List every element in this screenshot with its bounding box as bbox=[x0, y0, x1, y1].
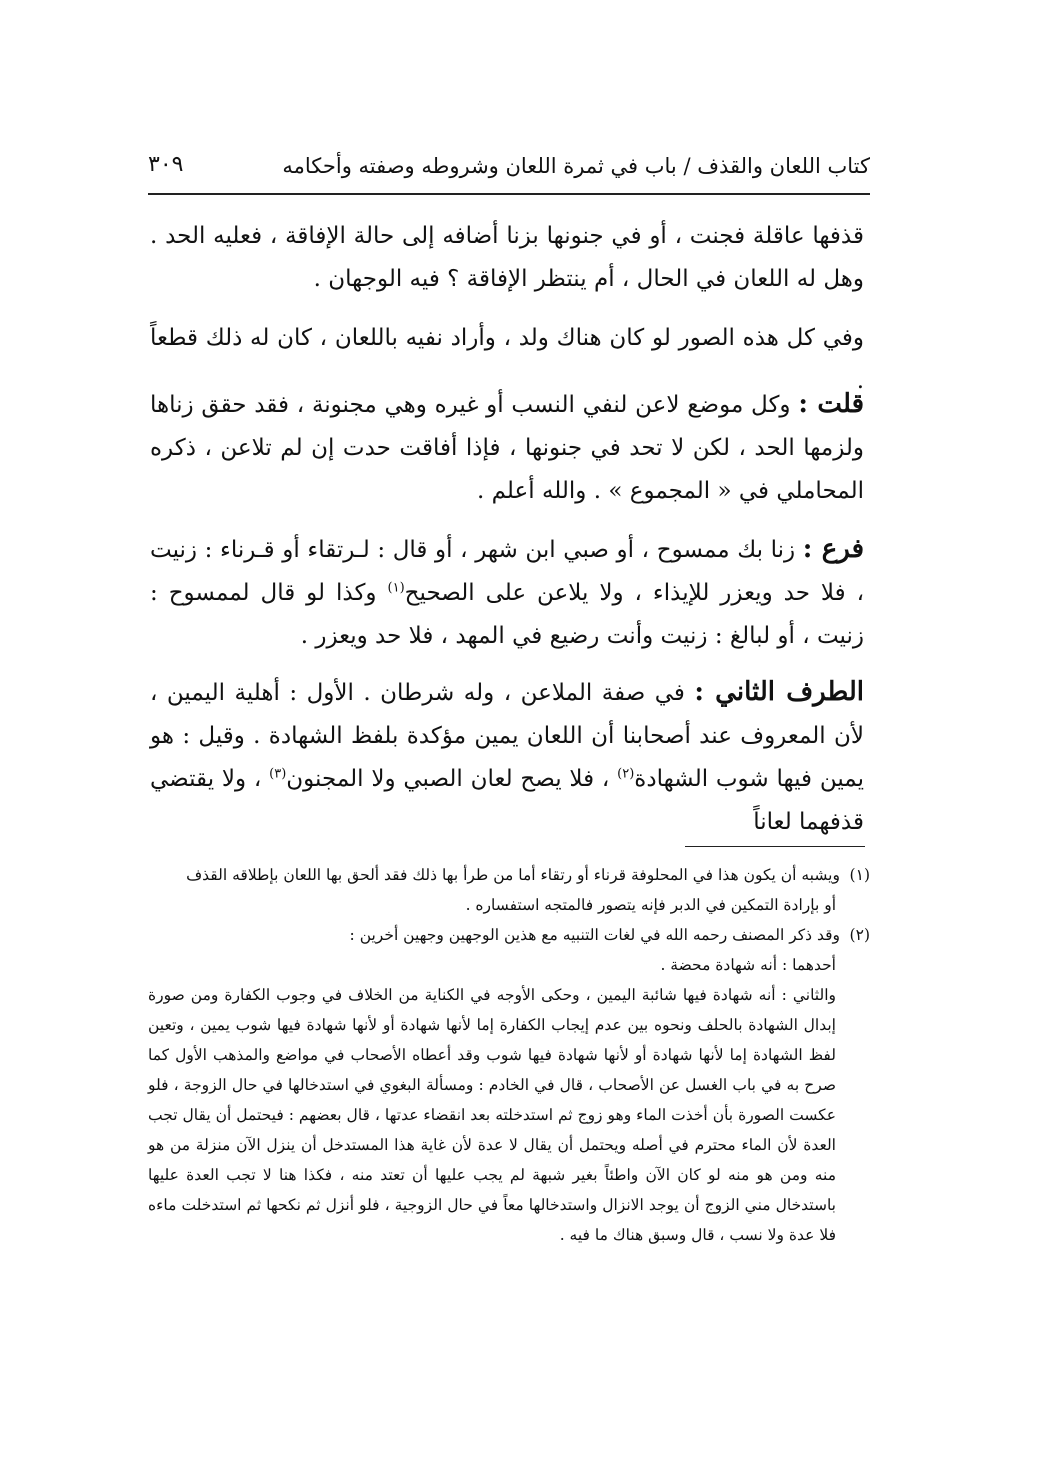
paragraph-4-body-b: وكذا لو قال لممسوح : زنيت ، أو لبالغ : زنيت وأنت رضيع في المهد ، فلا حد ويعزر . bbox=[150, 580, 864, 649]
paragraph-5 bbox=[150, 671, 864, 844]
paragraph-5-body-c: ، ولا يقتضي قذفهما لعاناً bbox=[150, 766, 864, 835]
paragraph-3-lead: قلت : bbox=[798, 389, 864, 419]
paragraph-4-lead: فرع : bbox=[802, 534, 864, 564]
footnotes bbox=[148, 860, 870, 1250]
header-divider bbox=[148, 193, 870, 195]
paragraph-4-body-a: زنا بك ممسوح ، أو صبي ابن شهر ، أو قال : لـرتقاء أو قـرناء : زنيت ، فلا حد ويعزر للإيذاء ، ولا يلاعن على الصحيح bbox=[150, 537, 864, 606]
paragraph-5-body-a: في صفة الملاعن ، وله شرطان . الأول : أهلية اليمين ، لأن المعروف عند أصحابنا أن اللعان يمين مؤكدة بلفظ الشهادة . وقيل : هو يمين فيها شوب الشهادة bbox=[150, 680, 864, 792]
footnote-2-text-a: وقد ذكر المصنف رحمه الله في لغات التنبيه مع هذين الوجهين وجهين أخرين : bbox=[349, 926, 840, 944]
footnote-ref-1: (١) bbox=[387, 580, 405, 596]
footnote-1-text-a: ويشبه أن يكون هذا في المحلوفة قرناء أو رتقاء أما من طرأ بها ذلك فقد ألحق بها اللعان بإطلاقه القذف bbox=[186, 866, 840, 884]
paragraph-2: وفي كل هذه الصور لو كان هناك ولد ، وأراد نفيه باللعان ، كان له ذلك قطعاً . bbox=[150, 325, 864, 394]
header-title: كتاب اللعان والقذف / باب في ثمرة اللعان وشروطه وصفته وأحكامه bbox=[282, 154, 870, 178]
paragraph-5-lead: الطرف الثاني : bbox=[694, 677, 864, 707]
paragraph-5-body-b: ، فلا يصح لعان الصبي ولا المجنون bbox=[286, 766, 618, 792]
footnote-divider bbox=[685, 846, 865, 847]
footnote-1-number: (١) bbox=[849, 866, 870, 884]
footnote-ref-2: (٢) bbox=[617, 766, 635, 782]
running-header bbox=[148, 150, 870, 190]
paragraph-4 bbox=[150, 528, 864, 658]
footnote-2-number: (٢) bbox=[849, 926, 870, 944]
paragraph-1: قذفها عاقلة فجنت ، أو في جنونها بزنا أضافه إلى حالة الإفاقة ، فعليه الحد . وهل له اللعان في الحال ، أم ينتظر الإفاقة ؟ فيه الوجهان . bbox=[150, 223, 864, 292]
footnote-1-cont: أو بإرادة التمكين في الدبر فإنه يتصور فالمتجه استفساره . bbox=[465, 896, 836, 914]
footnote-1 bbox=[148, 860, 870, 890]
footnote-2-first: أحدهما : أنه شهادة محضة . bbox=[660, 956, 836, 974]
footnote-2-second: والثاني : أنه شهادة فيها شائبة اليمين ، وحكى الأوجه في الكناية من الخلاف في وجوب الكفارة ومن صورة إبدال الشهادة بالحلف ونحوه بين عدم إيجاب الكفارة إما لأنها شهادة أو لأنها شهادة فيها شوب يمين ، وتعين لفظ الشهادة إما لأنها شهادة أو لأنها شهادة فيها شوب وقد أعطاه الأصحاب في مواضع والمذهب الأول كما صرح به في باب الغسل عن الأصحاب ، قال في الخادم : ومسألة البغوي في استدخالها في حال الزوجة ، فلو عكست الصورة بأن أخذت الماء وهو زوج ثم استدخلته بعد انقضاء عدتها ، قال بعضهم : فيحتمل أن يقال تجب العدة لأن الماء محترم في أصله ويحتمل أن يقال لا عدة لأن غاية هذا المستدخل أن ينزل الآن منزلة من هو منه ومن هو منه لو كان الآن واطئاً بغير شبهة لم يجب عليها أن تعتد منه ، فكذا هنا لا تجب العدة عليها باستدخال مني الزوج أن يوجد الانزال واستدخالها معاً في حال الزوجية ، فلو أنزل ثم نكحها ثم استدخلت ماءه فلا عدة ولا نسب ، قال وسبق هناك ما فيه . bbox=[148, 986, 836, 1244]
paragraph-3-body: وكل موضع لاعن لنفي النسب أو غيره وهي مجنونة ، فقد حقق زناها ولزمها الحد ، لكن لا تحد في جنونها ، فإذا أفاقت حدت إن لم تلاعن ، ذكره المحاملي في « المجموع » . والله أعلم . bbox=[150, 392, 864, 504]
paragraph-3 bbox=[150, 383, 864, 513]
footnote-2 bbox=[148, 920, 870, 950]
footnote-ref-3: (٣) bbox=[269, 766, 287, 782]
page-number: ٣٠٩ bbox=[148, 152, 184, 177]
